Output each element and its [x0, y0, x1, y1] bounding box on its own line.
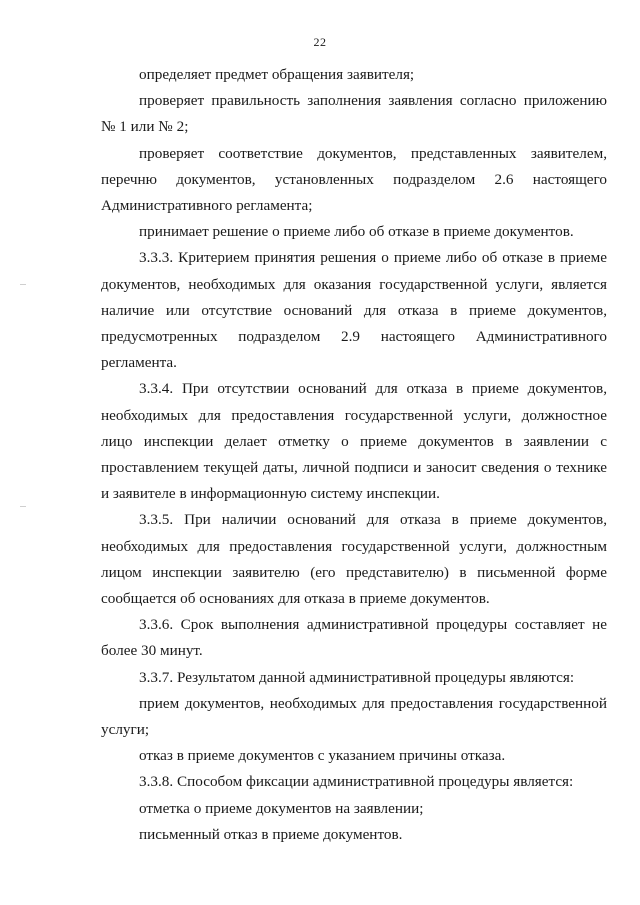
paragraph: 3.3.3. Критерием принятия решения о приеме либо об отказе в приеме документов, необходимых для оказания государственной услуги, является наличие или отсутствие оснований для отказа в приеме документов, предусмотренных подразделом 2.9 настоящего Административного регламента.: [101, 249, 607, 372]
paragraph: проверяет правильность заполнения заявления согласно приложению № 1 или № 2;: [101, 92, 607, 136]
paragraph: отказ в приеме документов с указанием причины отказа.: [139, 747, 506, 765]
paragraph: принимает решение о приеме либо об отказе в приеме документов.: [139, 223, 574, 241]
paragraph: 3.3.6. Срок выполнения административной процедуры составляет не более 30 минут.: [101, 616, 607, 660]
document-body: [101, 62, 607, 848]
paragraph: определяет предмет обращения заявителя;: [139, 66, 415, 83]
paragraph: 3.3.5. При наличии оснований для отказа в приеме документов, необходимых для предоставления государственной услуги, должностным лицом инспекции заявителю (его представителю) в письменной форме сообщается об основаниях для отказа в приеме документов.: [101, 511, 607, 608]
paragraph: 3.3.7. Результатом данной административной процедуры являются:: [139, 668, 575, 686]
paragraph: 3.3.8. Способом фиксации административной процедуры является:: [139, 773, 574, 791]
paragraph: письменный отказ в приеме документов.: [139, 825, 403, 843]
paragraph: проверяет соответствие документов, представленных заявителем, перечню документов, установленных подразделом 2.6 настоящего Административного регламента;: [101, 144, 607, 215]
page-number: 22: [313, 35, 327, 49]
paragraph: 3.3.4. При отсутствии оснований для отказа в приеме документов, необходимых для предоставления государственной услуги, должностное лицо инспекции делает отметку о приеме документов в заявлении с проставлением текущей даты, личной подписи и заносит сведения о технике и заявителе в информационную систему инспекции.: [101, 380, 607, 503]
paragraph: прием документов, необходимых для предоставления государственной услуги;: [101, 694, 607, 739]
scan-artifact: [20, 284, 26, 285]
paragraph: отметка о приеме документов на заявлении;: [139, 799, 424, 817]
scan-artifact: [20, 506, 26, 507]
